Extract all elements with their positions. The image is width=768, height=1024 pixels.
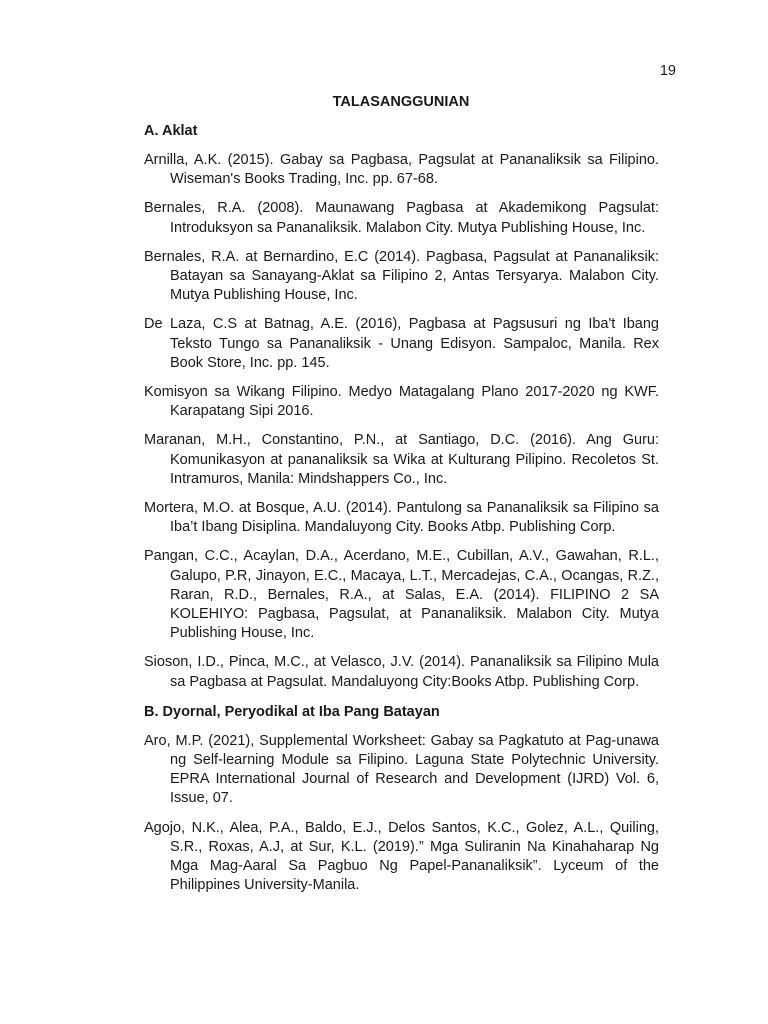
section-heading: B. Dyornal, Peryodikal at Iba Pang Batayan bbox=[144, 703, 440, 720]
reference-entry: Aro, M.P. (2021), Supplemental Worksheet: Gabay sa Pagkatuto at Pag-unawa ng Self-learning Module sa Filipino. Laguna State Polytechnic University. EPRA International Journal of Research and Development (IJRD) Vol. 6, Issue, 07. bbox=[144, 732, 659, 807]
reference-entry: Sioson, I.D., Pinca, M.C., at Velasco, J.V. (2014). Pananaliksik sa Filipino Mula sa Pagbasa at Pagsulat. Mandaluyong City:Books Atbp. Publishing Corp. bbox=[144, 654, 659, 690]
reference-entry: Maranan, M.H., Constantino, P.N., at Santiago, D.C. (2016). Ang Guru: Komunikasyon at pananaliksik sa Wika at Kulturang Pilipino. Recoletos St. Intramuros, Manila: Mindshappers Co., Inc. bbox=[144, 432, 659, 487]
references-content bbox=[144, 121, 659, 906]
reference-list bbox=[144, 151, 659, 692]
section-heading: A. Aklat bbox=[144, 123, 198, 139]
section-dyornal bbox=[144, 702, 659, 896]
reference-entry: Komisyon sa Wikang Filipino. Medyo Matagalang Plano 2017-2020 ng KWF. Karapatang Sipi 2016. bbox=[144, 384, 659, 420]
reference-entry: Bernales, R.A. (2008). Maunawang Pagbasa at Akademikong Pagsulat: Introduksyon sa Pananaliksik. Malabon City. Mutya Publishing House, Inc. bbox=[144, 200, 659, 236]
reference-list bbox=[144, 732, 659, 896]
page-title: TALASANGGUNIAN bbox=[332, 94, 470, 110]
reference-entry: Mortera, M.O. at Bosque, A.U. (2014). Pantulong sa Pananaliksik sa Filipino sa Iba’t Ibang Disiplina. Mandaluyong City. Books Atbp. Publishing Corp. bbox=[144, 500, 659, 536]
reference-entry: Arnilla, A.K. (2015). Gabay sa Pagbasa, Pagsulat at Pananaliksik sa Filipino. Wiseman's Books Trading, Inc. pp. 67-68. bbox=[144, 152, 659, 188]
reference-entry: Agojo, N.K., Alea, P.A., Baldo, E.J., Delos Santos, K.C., Golez, A.L., Quiling, S.R., Roxas, A.J, at Sur, K.L. (2019).” Mga Suliranin Na Kinahaharap Ng Mga Mag-Aaral Sa Pagbuo Ng Papel-Pananaliksik”. Lyceum of the Philippines University-Manila. bbox=[144, 819, 659, 894]
reference-entry: De Laza, C.S at Batnag, A.E. (2016), Pagbasa at Pagsusuri ng Iba't Ibang Teksto Tungo sa Pananaliksik - Unang Edisyon. Sampaloc, Manila. Rex Book Store, Inc. pp. 145. bbox=[144, 316, 659, 371]
reference-entry: Pangan, C.C., Acaylan, D.A., Acerdano, M.E., Cubillan, A.V., Gawahan, R.L., Galupo, P.R, Jinayon, E.C., Macaya, L.T., Mercadejas, C.A., Ocangas, R.Z., Raran, R.D., Bernales, R.A., at Salas, E.A. (2014). FILIPINO 2 SA KOLEHIYO: Pagbasa, Pagsulat, at Pananaliksik. Malabon City. Mutya Publishing House, Inc. bbox=[144, 548, 659, 642]
section-aklat bbox=[144, 121, 659, 692]
page-number: 19 bbox=[659, 63, 676, 79]
reference-entry: Bernales, R.A. at Bernardino, E.C (2014). Pagbasa, Pagsulat at Pananaliksik: Batayan sa Sanayang-Aklat sa Filipino 2, Antas Tersyarya. Malabon City. Mutya Publishing House, Inc. bbox=[144, 248, 659, 304]
